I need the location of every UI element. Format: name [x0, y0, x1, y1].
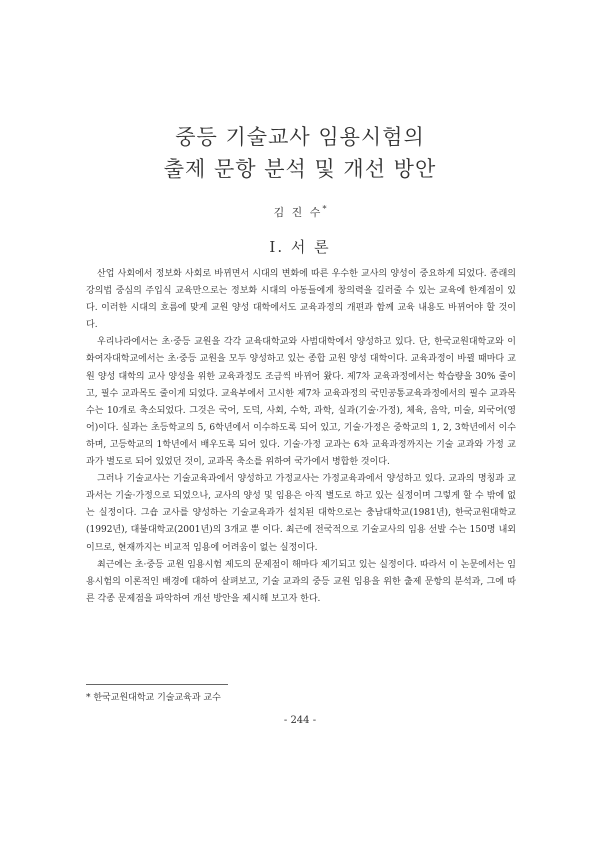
- paragraph-2: 우리나라에서는 초·중등 교원을 각각 교육대학교와 사범대학에서 양성하고 있다. 단, 한국교원대학교와 이화여자대학교에서는 초·중등 교원을 모두 양성하고 있는 종합 교원 양성 대학이다. 교육과정이 바뀔 때마다 교원 양성 대학의 교사 양성을 위한 교육과정도 조금씩 바뀌어 왔다. 제7차 교육과정에서는 학습량을 30% 줄이고, 필수 교과목도 줄이게 되었다. 교육부에서 고시한 제7차 교육과정의 국민공통교육과정에서의 필수 교과목 수는 10개로 축소되었다. 그것은 국어, 도덕, 사회, 수학, 과학, 실과(기술·가정), 체육, 음악, 미술, 외국어(영어)이다. 실과는 초등학교의 5, 6학년에서 이수하도록 되어 있고, 기술·가정은 중학교의 1, 2, 3학년에서 이수하며, 고등학교의 1학년에서 배우도록 되어 있다. 기술·가정 교과는 6차 교육과정까지는 기술 교과와 가정 교과가 별도로 되어 있었던 것이, 교과목 축소를 위하여 국가에서 병합한 것이다.: [86, 337, 516, 468]
- paper-title-line-2: 출제 문항 분석 및 개선 방안: [163, 157, 437, 181]
- author-name: 김 진 수: [273, 206, 323, 219]
- footnote-divider: [86, 684, 228, 685]
- body-text: [86, 266, 516, 608]
- paragraph-1: 산업 사회에서 정보화 사회로 바뀌면서 시대의 변화에 따른 우수한 교사의 양성이 중요하게 되었다. 종래의 강의법 중심의 주입식 교육만으로는 정보화 시대의 아동들에게 창의력을 길러줄 수 있는 교육에 한계점이 있다. 이러한 시대의 흐름에 맞게 교원 양성 대학에서도 교육과정의 개편과 함께 교육 내용도 바뀌어야 할 것이다.: [86, 269, 516, 331]
- paragraph-4: 최근에는 초·중등 교원 임용시험 제도의 문제점이 해마다 제기되고 있는 실정이다. 따라서 이 논문에서는 임용시험의 이론적인 배경에 대하여 살펴보고, 기술 교과의 중등 교원 임용을 위한 출제 문항의 분석과, 그에 따른 각종 문제점을 파악하여 개선 방안을 제시해 보고자 한다.: [86, 559, 516, 604]
- section-heading-introduction: Ⅰ. 서 론: [269, 238, 331, 256]
- page-number: - 244 -: [283, 715, 317, 726]
- author: [0, 204, 600, 220]
- paper-title-line-1: 중등 기술교사 임용시험의: [175, 125, 425, 149]
- paragraph-3: 그러나 기술교사는 기술교육과에서 양성하고 가정교사는 가정교육과에서 양성하고 있다. 교과의 명칭과 교과서는 기술·가정으로 되었으나, 교사의 양성 및 임용은 아직 별도로 하고 있는 실정이며 그렇게 할 수 밖에 없는 실정이다. 그숍 교사를 양성하는 기술교육과가 설치된 대학으로는 충남대학교(1981년), 한국교원대학교(1992년), 대불대학교(2001년)의 3개교 뿐 이다. 최근에 전국적으로 기술교사의 임용 선발 수는 150명 내외이므로, 현재까지는 비교적 임용에 어려움이 없는 실정이다.: [86, 474, 516, 553]
- author-footnote-marker: *: [322, 204, 327, 214]
- footnote: * 한국교원대학교 기술교육과 교수: [86, 693, 221, 703]
